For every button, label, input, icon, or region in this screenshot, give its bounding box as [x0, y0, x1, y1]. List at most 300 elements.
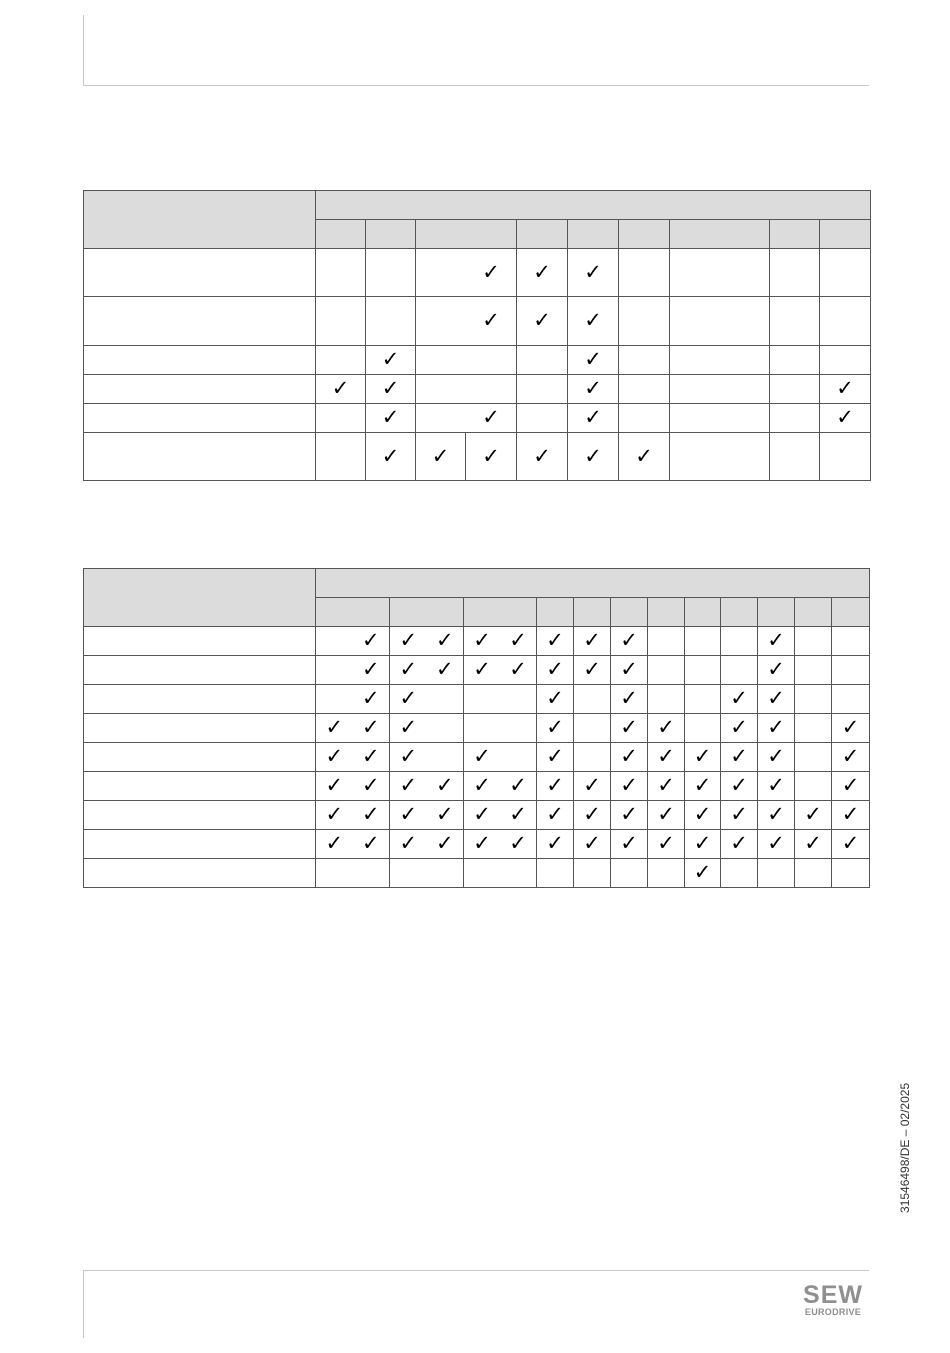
check-mark-icon: ✓ — [533, 259, 551, 284]
compatibility-table-2 — [83, 568, 870, 888]
table2-cell — [721, 714, 758, 743]
table1-cell — [820, 375, 871, 404]
check-mark-icon: ✓ — [381, 405, 400, 429]
table1-cell — [517, 433, 568, 481]
table2-cell — [464, 685, 537, 714]
table2-cell — [758, 801, 795, 830]
check-mark-icon: ✓ — [431, 443, 450, 468]
check-mark-icon: ✓ — [730, 686, 748, 710]
table2-cell — [832, 627, 870, 656]
table1-row — [84, 346, 871, 375]
check-mark-icon: ✓ — [583, 773, 601, 797]
table2-cell — [390, 714, 464, 743]
table2-col-header — [464, 598, 537, 627]
table2-row-label — [84, 685, 316, 714]
check-mark-icon: ✓ — [693, 773, 712, 797]
check-mark-icon: ✓ — [804, 802, 822, 826]
table2-cell — [537, 801, 574, 830]
check-mark-icon: ✓ — [381, 376, 400, 400]
check-mark-icon: ✓ — [657, 831, 675, 855]
table2-cell — [574, 743, 611, 772]
check-mark-icon: ✓ — [584, 259, 602, 284]
table2-cell — [648, 714, 685, 743]
table2-cell — [758, 714, 795, 743]
check-mark-icon: ✓ — [435, 657, 454, 681]
check-mark-icon: ✓ — [509, 802, 527, 826]
table2-cell — [464, 743, 537, 772]
table1-col-header — [770, 220, 820, 249]
table2-cell — [758, 627, 795, 656]
table2-cell — [832, 656, 870, 685]
table2-cell — [390, 656, 464, 685]
check-mark-icon: ✓ — [399, 744, 418, 768]
table2-cell — [721, 830, 758, 859]
check-mark-icon: ✓ — [635, 443, 653, 468]
table1-col-header — [366, 220, 416, 249]
table1-row-label — [84, 375, 316, 404]
check-mark-icon: ✓ — [767, 628, 785, 652]
check-mark-icon: ✓ — [473, 831, 491, 855]
table1-cell — [316, 375, 366, 404]
check-mark-icon: ✓ — [546, 773, 564, 797]
check-mark-icon: ✓ — [361, 715, 380, 739]
check-mark-icon: ✓ — [730, 715, 748, 739]
table1-cell — [568, 346, 619, 375]
table2-cell — [758, 656, 795, 685]
table2-cell — [611, 830, 648, 859]
table2-cell — [685, 859, 721, 888]
table1-cell — [619, 375, 670, 404]
check-mark-icon: ✓ — [693, 831, 712, 855]
table2-cell — [758, 830, 795, 859]
check-mark-icon: ✓ — [509, 628, 527, 652]
check-mark-icon: ✓ — [435, 831, 454, 855]
table1-cell — [568, 375, 619, 404]
table1-cell — [770, 375, 820, 404]
table1-cell — [820, 297, 871, 346]
table2-cell — [795, 830, 832, 859]
check-mark-icon: ✓ — [482, 308, 500, 332]
table1-row-label — [84, 404, 316, 433]
table2-cell — [390, 627, 464, 656]
check-mark-icon: ✓ — [620, 802, 638, 826]
check-mark-icon: ✓ — [482, 443, 500, 468]
table1-cell — [466, 433, 517, 481]
table2-cell — [685, 627, 721, 656]
table2-col-header — [574, 598, 611, 627]
table2-row-label — [84, 714, 316, 743]
check-mark-icon: ✓ — [473, 744, 491, 768]
table2-col-header — [721, 598, 758, 627]
table2-cell — [611, 627, 648, 656]
table2-cell — [648, 801, 685, 830]
table1-row-label — [84, 297, 316, 346]
table2-cell — [758, 685, 795, 714]
table2-row-label — [84, 656, 316, 685]
table2-cell — [832, 830, 870, 859]
table2-row-label — [84, 772, 316, 801]
table1-cell — [619, 346, 670, 375]
check-mark-icon: ✓ — [473, 773, 491, 797]
check-mark-icon: ✓ — [546, 744, 564, 768]
table1-col-header — [619, 220, 670, 249]
check-mark-icon: ✓ — [620, 628, 638, 652]
table2-col-header — [390, 598, 464, 627]
check-mark-icon: ✓ — [546, 657, 564, 681]
header-vertical-rule — [83, 15, 84, 86]
table1-cell — [770, 433, 820, 481]
table2-cell — [721, 685, 758, 714]
table2-cell — [832, 772, 870, 801]
table1-cell — [416, 433, 466, 481]
table2-cell — [574, 801, 611, 830]
table1-cell — [416, 297, 517, 346]
check-mark-icon: ✓ — [693, 802, 712, 826]
table1-cell — [820, 433, 871, 481]
table2-cell — [574, 859, 611, 888]
table1-cell — [416, 375, 517, 404]
table2-cell — [537, 743, 574, 772]
table1-cell — [316, 433, 366, 481]
check-mark-icon: ✓ — [361, 686, 380, 710]
table2-col-header — [316, 598, 390, 627]
check-mark-icon: ✓ — [399, 628, 418, 652]
table1-cell — [670, 297, 770, 346]
table1-group-header — [316, 191, 871, 220]
logo-sub-text: EURODRIVE — [804, 1307, 862, 1317]
table2-cell — [316, 859, 390, 888]
table2-cell — [611, 714, 648, 743]
check-mark-icon: ✓ — [325, 802, 344, 826]
table1-row — [84, 249, 871, 297]
table1-row — [84, 375, 871, 404]
table2-cell — [685, 772, 721, 801]
table2-cell — [721, 656, 758, 685]
check-mark-icon: ✓ — [381, 347, 400, 371]
check-mark-icon: ✓ — [584, 405, 602, 429]
table2-cell — [611, 801, 648, 830]
table2-cell — [832, 743, 870, 772]
table2-cell — [464, 627, 537, 656]
table1-cell — [517, 375, 568, 404]
check-mark-icon: ✓ — [331, 376, 350, 400]
table1-col-header — [416, 220, 517, 249]
table2-cell — [721, 627, 758, 656]
table1-cell — [619, 249, 670, 297]
check-mark-icon: ✓ — [767, 773, 785, 797]
table2-cell — [316, 772, 390, 801]
check-mark-icon: ✓ — [325, 744, 344, 768]
table2-col-header — [832, 598, 870, 627]
table1-cell — [316, 346, 366, 375]
table1-row — [84, 433, 871, 481]
table2-cell — [390, 830, 464, 859]
table2-cell — [685, 714, 721, 743]
table1-cell — [820, 404, 871, 433]
table2-corner-header — [84, 569, 316, 627]
table1-cell — [770, 297, 820, 346]
table1-cell — [366, 375, 416, 404]
table1-cell — [416, 346, 517, 375]
check-mark-icon: ✓ — [509, 657, 527, 681]
table2-cell — [648, 859, 685, 888]
table2-col-header — [795, 598, 832, 627]
table1-cell — [366, 404, 416, 433]
check-mark-icon: ✓ — [361, 831, 380, 855]
table2-cell — [611, 743, 648, 772]
check-mark-icon: ✓ — [620, 831, 638, 855]
check-mark-icon: ✓ — [767, 831, 785, 855]
check-mark-icon: ✓ — [620, 773, 638, 797]
table2-cell — [390, 743, 464, 772]
check-mark-icon: ✓ — [836, 405, 854, 429]
table2-cell — [795, 714, 832, 743]
check-mark-icon: ✓ — [381, 443, 400, 468]
table2-cell — [648, 685, 685, 714]
table2-row — [84, 743, 870, 772]
check-mark-icon: ✓ — [482, 405, 500, 429]
table2-cell — [721, 743, 758, 772]
table2-cell — [316, 830, 390, 859]
table2-cell — [611, 685, 648, 714]
footer-vertical-rule — [83, 1270, 84, 1338]
check-mark-icon: ✓ — [657, 773, 675, 797]
table2-cell — [316, 743, 390, 772]
table2-cell — [758, 772, 795, 801]
table2-cell — [721, 772, 758, 801]
table2-cell — [390, 772, 464, 801]
table1-row — [84, 297, 871, 346]
table2-cell — [574, 714, 611, 743]
table2-cell — [574, 685, 611, 714]
table2-cell — [721, 859, 758, 888]
table2-cell — [464, 859, 537, 888]
check-mark-icon: ✓ — [584, 376, 602, 400]
check-mark-icon: ✓ — [509, 831, 527, 855]
table2-cell — [537, 627, 574, 656]
check-mark-icon: ✓ — [583, 831, 601, 855]
table1-col-header — [820, 220, 871, 249]
table1-corner-header — [84, 191, 316, 249]
table2-row — [84, 859, 870, 888]
check-mark-icon: ✓ — [620, 744, 638, 768]
table1-cell — [619, 297, 670, 346]
table1-cell — [568, 404, 619, 433]
table2-cell — [685, 685, 721, 714]
table2-row — [84, 685, 870, 714]
table1-row-label — [84, 346, 316, 375]
check-mark-icon: ✓ — [841, 831, 860, 855]
table1-cell — [366, 433, 416, 481]
table1-cell — [670, 404, 770, 433]
table2-row — [84, 801, 870, 830]
table2-cell — [574, 830, 611, 859]
check-mark-icon: ✓ — [767, 686, 785, 710]
check-mark-icon: ✓ — [361, 628, 380, 652]
table1-cell — [316, 297, 366, 346]
table1-cell — [316, 249, 366, 297]
table2-col-header — [611, 598, 648, 627]
check-mark-icon: ✓ — [399, 657, 418, 681]
table2-cell — [648, 743, 685, 772]
check-mark-icon: ✓ — [435, 628, 454, 652]
table2-cell — [464, 830, 537, 859]
check-mark-icon: ✓ — [841, 802, 860, 826]
table1-row-label — [84, 433, 316, 481]
table2-cell — [648, 772, 685, 801]
check-mark-icon: ✓ — [435, 773, 454, 797]
table2-cell — [574, 772, 611, 801]
table1-col-header — [517, 220, 568, 249]
table2-cell — [648, 627, 685, 656]
table2-cell — [316, 801, 390, 830]
table1-cell — [366, 249, 416, 297]
table2-cell — [758, 743, 795, 772]
table2-cell — [795, 772, 832, 801]
table1-cell — [770, 404, 820, 433]
table2-cell — [795, 743, 832, 772]
check-mark-icon: ✓ — [399, 686, 418, 710]
check-mark-icon: ✓ — [546, 715, 564, 739]
table2-col-header — [648, 598, 685, 627]
table2-cell — [758, 859, 795, 888]
table2-row — [84, 627, 870, 656]
check-mark-icon: ✓ — [620, 686, 638, 710]
table1-row-label — [84, 249, 316, 297]
table2-cell — [464, 714, 537, 743]
table1-row — [84, 404, 871, 433]
check-mark-icon: ✓ — [804, 831, 822, 855]
table1-cell — [568, 433, 619, 481]
table2-row — [84, 772, 870, 801]
check-mark-icon: ✓ — [584, 443, 602, 468]
table1-cell — [820, 249, 871, 297]
check-mark-icon: ✓ — [767, 657, 785, 681]
table1-cell — [770, 249, 820, 297]
table2-cell — [537, 714, 574, 743]
table1-cell — [366, 346, 416, 375]
table2-cell — [685, 656, 721, 685]
check-mark-icon: ✓ — [841, 744, 860, 768]
footer-horizontal-rule — [83, 1270, 869, 1271]
table2-cell — [574, 627, 611, 656]
table2-group-header — [316, 569, 870, 598]
check-mark-icon: ✓ — [841, 715, 860, 739]
table2-cell — [390, 859, 464, 888]
sew-eurodrive-logo — [797, 1283, 869, 1317]
check-mark-icon: ✓ — [399, 715, 418, 739]
check-mark-icon: ✓ — [767, 715, 785, 739]
check-mark-icon: ✓ — [693, 744, 712, 768]
table2-cell — [795, 656, 832, 685]
table1-col-header — [670, 220, 770, 249]
check-mark-icon: ✓ — [361, 744, 380, 768]
table2-cell — [390, 685, 464, 714]
check-mark-icon: ✓ — [657, 802, 675, 826]
check-mark-icon: ✓ — [473, 628, 491, 652]
check-mark-icon: ✓ — [836, 376, 854, 400]
table2-row — [84, 656, 870, 685]
check-mark-icon: ✓ — [620, 657, 638, 681]
check-mark-icon: ✓ — [546, 628, 564, 652]
table2-cell — [648, 830, 685, 859]
logo-main-text: SEW — [803, 1281, 863, 1309]
table2-cell — [611, 859, 648, 888]
table2-cell — [574, 656, 611, 685]
check-mark-icon: ✓ — [361, 773, 380, 797]
check-mark-icon: ✓ — [482, 259, 500, 284]
check-mark-icon: ✓ — [730, 744, 748, 768]
table2-row-label — [84, 859, 316, 888]
table2-row-label — [84, 743, 316, 772]
table2-cell — [685, 830, 721, 859]
table2-row-label — [84, 801, 316, 830]
document-id: 31546498/DE – 02/2025 — [898, 1082, 912, 1213]
table2-cell — [390, 801, 464, 830]
check-mark-icon: ✓ — [730, 831, 748, 855]
check-mark-icon: ✓ — [657, 744, 675, 768]
check-mark-icon: ✓ — [841, 773, 860, 797]
table2-cell — [611, 772, 648, 801]
table1-cell — [517, 297, 568, 346]
table2-cell — [795, 859, 832, 888]
check-mark-icon: ✓ — [435, 802, 454, 826]
check-mark-icon: ✓ — [583, 628, 601, 652]
check-mark-icon: ✓ — [546, 802, 564, 826]
table2-cell — [537, 772, 574, 801]
check-mark-icon: ✓ — [583, 657, 601, 681]
check-mark-icon: ✓ — [399, 773, 418, 797]
table2-cell — [685, 801, 721, 830]
check-mark-icon: ✓ — [509, 773, 527, 797]
table1-cell — [517, 249, 568, 297]
check-mark-icon: ✓ — [361, 802, 380, 826]
table2-cell — [795, 801, 832, 830]
table2-cell — [316, 714, 390, 743]
check-mark-icon: ✓ — [325, 831, 344, 855]
table2-cell — [316, 627, 390, 656]
table2-cell — [832, 685, 870, 714]
table2-col-header — [685, 598, 721, 627]
table2-cell — [464, 772, 537, 801]
table1-cell — [568, 249, 619, 297]
check-mark-icon: ✓ — [533, 308, 551, 332]
check-mark-icon: ✓ — [730, 802, 748, 826]
table2-cell — [832, 801, 870, 830]
check-mark-icon: ✓ — [399, 802, 418, 826]
check-mark-icon: ✓ — [693, 860, 712, 884]
table2-cell — [464, 656, 537, 685]
compatibility-table-1 — [83, 190, 871, 481]
check-mark-icon: ✓ — [546, 831, 564, 855]
table1-cell — [517, 404, 568, 433]
check-mark-icon: ✓ — [399, 831, 418, 855]
header-horizontal-rule — [83, 85, 869, 86]
check-mark-icon: ✓ — [533, 443, 551, 468]
table2-cell — [537, 859, 574, 888]
check-mark-icon: ✓ — [473, 802, 491, 826]
table2-row-label — [84, 830, 316, 859]
table1-cell — [416, 404, 517, 433]
table1-col-header — [316, 220, 366, 249]
table2-col-header — [758, 598, 795, 627]
check-mark-icon: ✓ — [473, 657, 491, 681]
table1-cell — [670, 375, 770, 404]
check-mark-icon: ✓ — [583, 802, 601, 826]
check-mark-icon: ✓ — [325, 773, 344, 797]
table1-cell — [820, 346, 871, 375]
table2-row — [84, 714, 870, 743]
